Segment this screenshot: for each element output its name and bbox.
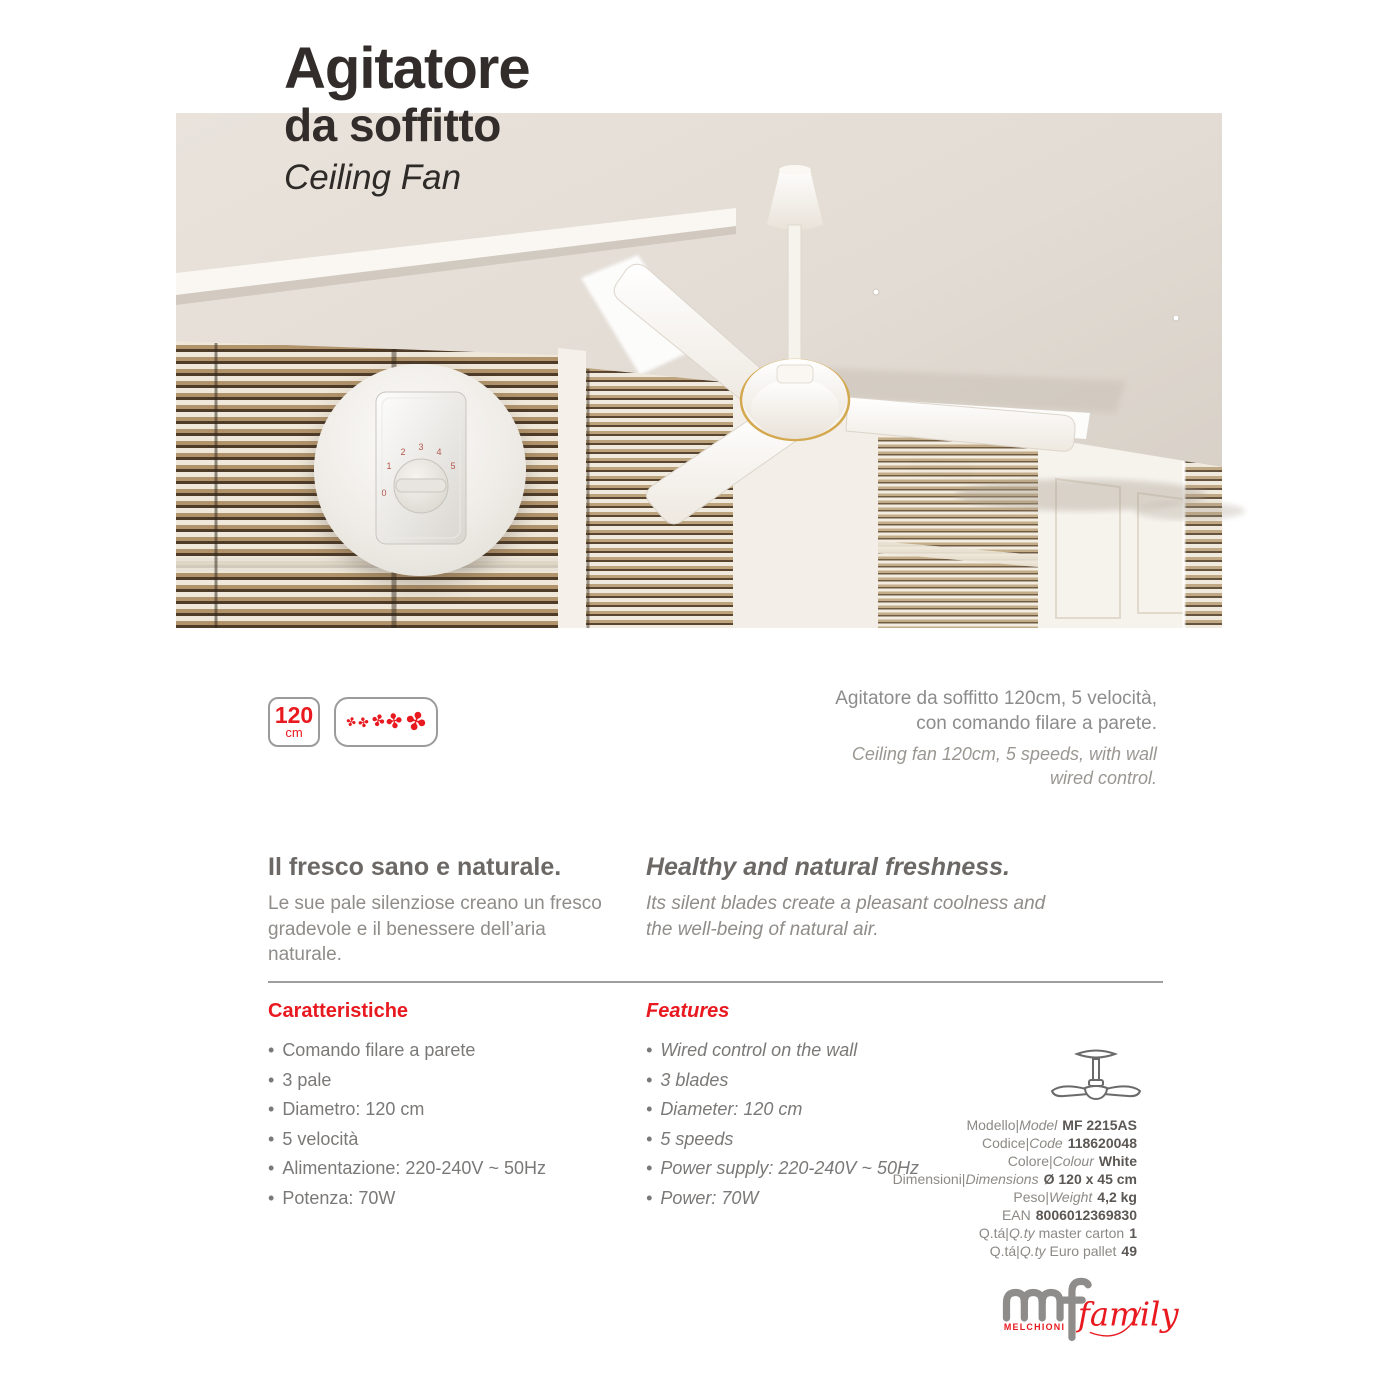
fan-icon-rod bbox=[1093, 1059, 1099, 1080]
list-item: • Diameter: 120 cm bbox=[646, 1099, 803, 1120]
spec-row: Q.tá|Q.ty Euro pallet 49 bbox=[989, 1243, 1137, 1259]
intro-text-english: Ceiling fan 120cm, 5 speeds, with wall wired control. bbox=[851, 744, 1157, 788]
list-item: • 3 pale bbox=[268, 1069, 332, 1090]
fan-icon-motor bbox=[1085, 1086, 1107, 1099]
window-blinds-far-right bbox=[1184, 461, 1222, 628]
spec-row: Modello|Model MF 2215AS bbox=[966, 1117, 1137, 1133]
spec-row: Q.tá|Q.ty master carton 1 bbox=[978, 1225, 1137, 1241]
wall-control-inset bbox=[314, 364, 526, 576]
characteristics-title: Caratteristiche bbox=[268, 1000, 409, 1022]
page-title bbox=[284, 36, 530, 197]
title-italian-line2: da soffitto bbox=[284, 99, 501, 151]
brand-logo bbox=[998, 1278, 1179, 1351]
list-item: • 3 blades bbox=[646, 1069, 729, 1090]
spec-row: Codice|Code 118620048 bbox=[982, 1135, 1137, 1151]
control-number: 1 bbox=[386, 461, 392, 471]
ceiling-fan-illustration bbox=[1048, 1046, 1144, 1115]
brand-script: family bbox=[1077, 1295, 1179, 1334]
fan-speed-icon: ✤ bbox=[368, 711, 387, 732]
fan-speed-icon: ✤ bbox=[401, 704, 431, 739]
list-item: • Power: 70W bbox=[646, 1187, 759, 1208]
fan-icon-blade-right bbox=[1104, 1086, 1140, 1096]
control-number: 2 bbox=[400, 447, 406, 457]
list-item: • 5 velocità bbox=[268, 1128, 359, 1149]
list-item: • 5 speeds bbox=[646, 1128, 734, 1149]
spec-table bbox=[893, 1116, 1137, 1260]
spec-row: EAN 8006012369830 bbox=[1001, 1207, 1137, 1223]
list-item: • Wired control on the wall bbox=[646, 1040, 858, 1060]
control-number: 5 bbox=[450, 461, 456, 471]
section-divider bbox=[268, 981, 1163, 983]
brand-name: MELCHIONI bbox=[1003, 1321, 1066, 1332]
size-badge-value: 120 bbox=[274, 701, 314, 728]
features-title: Features bbox=[646, 1000, 730, 1022]
control-number: 3 bbox=[418, 442, 424, 452]
benefit-title-english: Healthy and natural freshness. bbox=[646, 853, 1011, 881]
benefit-english bbox=[646, 853, 1046, 942]
fan-speed-icon: ✤ bbox=[384, 709, 405, 735]
list-item: • Potenza: 70W bbox=[268, 1187, 396, 1208]
benefit-title-italian: Il fresco sano e naturale. bbox=[268, 853, 562, 881]
spec-row: Dimensioni|Dimensions Ø 120 x 45 cm bbox=[892, 1171, 1137, 1187]
intro-text-italian: Agitatore da soffitto 120cm, 5 velocità, con comando filare a parete. bbox=[835, 688, 1157, 734]
window-mullion bbox=[558, 348, 586, 628]
control-knob-grip bbox=[396, 479, 446, 492]
benefit-italian bbox=[268, 853, 620, 968]
spec-row: Colore|Colour White bbox=[1007, 1153, 1137, 1169]
list-item: • Diametro: 120 cm bbox=[268, 1099, 425, 1120]
intro-text bbox=[727, 687, 1157, 790]
fan-speed-icon: ✤ bbox=[344, 713, 358, 731]
size-badge bbox=[268, 697, 320, 747]
control-number: 4 bbox=[436, 447, 442, 457]
list-item: • Comando filare a parete bbox=[268, 1040, 476, 1060]
fan-icon-canopy bbox=[1077, 1051, 1115, 1058]
list-item: • Power supply: 220-240V ~ 50Hz bbox=[646, 1158, 919, 1179]
size-badge-unit: cm bbox=[285, 725, 303, 741]
spec-row: Peso|Weight 4,2 kg bbox=[1013, 1189, 1137, 1205]
benefit-body-english: Its silent blades create a pleasant coolness and the well-being of natural air. bbox=[646, 893, 1046, 940]
characteristics-section bbox=[268, 1000, 618, 1214]
fan-speed-icon: ✤ bbox=[356, 713, 371, 731]
control-number: 0 bbox=[381, 488, 387, 498]
list-item: • Alimentazione: 220-240V ~ 50Hz bbox=[268, 1158, 546, 1179]
benefit-body-italian: Le sue pale silenziose creano un fresco gradevole e il benessere dell’aria naturale. bbox=[268, 893, 602, 966]
title-italian-line1: Agitatore bbox=[284, 36, 530, 101]
wall-control bbox=[314, 364, 526, 576]
characteristics-list bbox=[268, 1036, 618, 1214]
title-english: Ceiling Fan bbox=[284, 158, 462, 197]
fan-icon-blade-left bbox=[1052, 1086, 1088, 1096]
datasheet-page bbox=[176, 0, 1222, 1400]
fan-downrod bbox=[788, 225, 801, 373]
speed-badge bbox=[334, 697, 438, 747]
